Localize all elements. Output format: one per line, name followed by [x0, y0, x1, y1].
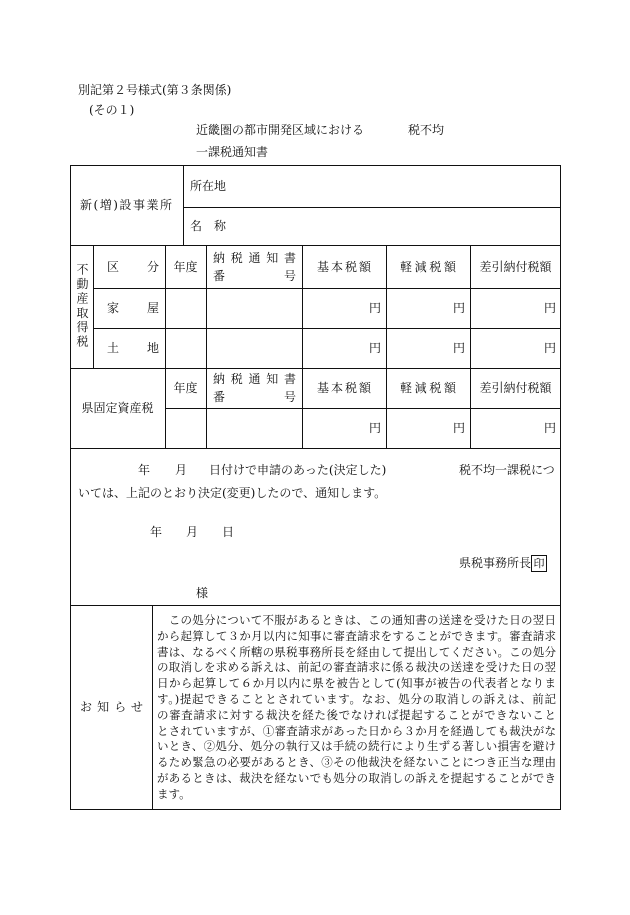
notice-line: から起算して３か月以内に知事に審査請求をすることができます。審査請求 — [157, 628, 556, 643]
establishment-name-label: 名 称 — [190, 219, 227, 233]
base-tax-header: 基本税額 — [317, 381, 371, 395]
notice-line: の取消しを求める訴えは、前記の審査請求に係る裁決の送達を受けた日の翌 — [157, 660, 556, 675]
notice-line: この処分について不服があるときは、この通知書の送達を受けた日の翌日 — [157, 613, 556, 627]
yen-unit: 円 — [452, 341, 465, 355]
establishment-location-label: 所在地 — [190, 179, 227, 193]
notice-number-header-line-2: 番号 — [213, 269, 296, 283]
form-table — [70, 165, 561, 810]
row-label-building: 家 屋 — [107, 301, 159, 315]
table-rule — [93, 245, 94, 368]
category-header: 区 分 — [107, 260, 159, 274]
real-estate-tax-label: 不動産取得税 — [75, 263, 89, 350]
table-rule — [70, 368, 561, 369]
decision-application-text: 日付けで申請のあった(決定した) — [209, 463, 387, 477]
notice-line: があるときは、裁決を経ないでも処分の取消しの訴えを提起することができ — [157, 770, 556, 785]
notice-number-header-line-1: 納税通知書 — [213, 251, 296, 265]
notice-line: の審査請求に対する裁決を経た後でなければ提起することができないこと — [157, 707, 556, 722]
base-tax-header: 基本税額 — [317, 260, 371, 274]
year-header: 年度 — [173, 260, 198, 274]
table-rule — [152, 605, 153, 810]
reduced-tax-header: 軽減税額 — [400, 381, 456, 395]
notice-line: す。)提起できることとされています。なお、処分の取消しの訴えは、前記 — [157, 691, 556, 706]
table-rule — [165, 408, 561, 409]
form-number: 別記第２号様式(第３条関係) — [78, 83, 232, 97]
year-header: 年度 — [173, 381, 198, 395]
establishment-label: 新(増)設事業所 — [80, 198, 172, 212]
yen-unit: 円 — [543, 421, 556, 435]
title-line-1-tax: 税不均 — [408, 123, 445, 137]
table-rule — [206, 245, 207, 448]
notice-line: いとき、②処分、処分の執行又は手続の続行により生ずる著しい損害を避け — [157, 739, 556, 754]
recipient-honorific: 様 — [196, 586, 209, 600]
table-rule — [165, 245, 166, 448]
notice-line: ます。 — [157, 786, 191, 801]
net-tax-header: 差引納付税額 — [479, 381, 552, 395]
decision-tax-text: 税不均一課税につ — [459, 463, 555, 477]
table-rule — [70, 605, 561, 606]
notice-label: お知らせ — [80, 700, 143, 714]
decision-month-mark: 月 — [175, 463, 188, 477]
yen-unit: 円 — [543, 301, 556, 315]
table-rule — [93, 328, 561, 329]
decision-year-mark: 年 — [138, 463, 151, 477]
yen-unit: 円 — [543, 341, 556, 355]
yen-unit: 円 — [452, 421, 465, 435]
notice-line: とされていますが、①審査請求があった日から３か月を経過しても裁決がな — [157, 723, 556, 738]
form-part: (その１) — [89, 103, 135, 117]
title-line-2: 一課税通知書 — [196, 145, 269, 159]
table-rule — [70, 245, 561, 246]
date-year-mark: 年 — [150, 525, 163, 539]
yen-unit: 円 — [368, 421, 381, 435]
table-rule — [183, 165, 184, 245]
date-day-mark: 日 — [222, 525, 235, 539]
table-rule — [70, 448, 561, 449]
notice-number-header-line-2: 番号 — [213, 390, 296, 404]
net-tax-header: 差引納付税額 — [479, 260, 552, 274]
title-line-1: 近畿圏の都市開発区域における — [196, 123, 365, 137]
notice-text — [157, 613, 556, 805]
decision-statement: いては、上記のとおり決定(変更)したので、通知します。 — [78, 486, 387, 500]
row-label-land: 土 地 — [107, 341, 159, 355]
date-month-mark: 月 — [186, 525, 199, 539]
reduced-tax-header: 軽減税額 — [400, 260, 456, 274]
fixed-asset-tax-label: 県固定資産税 — [81, 401, 154, 415]
notice-line: 書は、なるべく所轄の県税事務所長を経由して提出してください。この処分 — [157, 644, 556, 659]
yen-unit: 円 — [368, 301, 381, 315]
official-seal-box: 印 — [531, 555, 547, 572]
notice-line: るため緊急の必要があるとき、③その他裁決を経ないことにつき正当な理由 — [157, 755, 556, 770]
table-rule — [93, 288, 561, 289]
notice-line: 日から起算して６か月以内に県を被告として(知事が被告の代表者となりま — [157, 676, 556, 691]
yen-unit: 円 — [368, 341, 381, 355]
issuer-title: 県税事務所長 — [459, 556, 532, 570]
yen-unit: 円 — [452, 301, 465, 315]
notice-number-header-line-1: 納税通知書 — [213, 372, 296, 386]
table-rule — [183, 207, 561, 208]
